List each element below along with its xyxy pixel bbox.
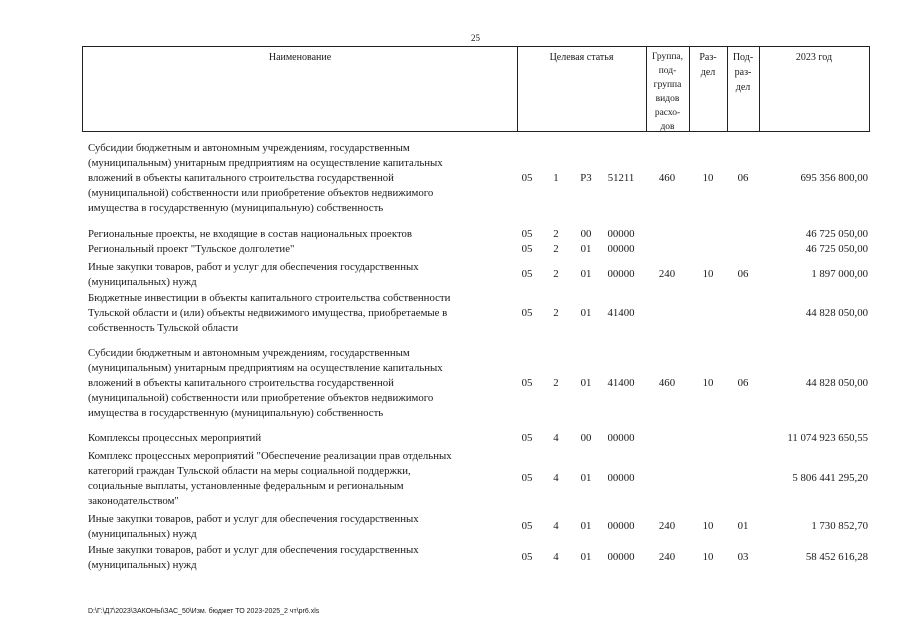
subsection: 03 [737,551,749,563]
target-article-direction: 00000 [607,551,635,563]
target-article-event: 00 [580,432,592,444]
row-name-line: (муниципальным) унитарным предприятиям на осуществление капитальных [88,157,443,169]
amount-2023: 46 725 050,00 [805,243,868,255]
target-article-event: 01 [580,377,592,389]
header-expense-group: Группа, под- группа видов расхо- дов [651,52,684,132]
target-article-program: 05 [521,551,533,563]
amount-2023: 1 730 852,70 [811,520,868,532]
row-name-line: социальные выплаты, установленные федеральным и региональным [88,480,404,492]
amount-2023: 11 074 923 650,55 [787,432,868,444]
target-article-direction: 00000 [607,243,635,255]
row-name-line: собственность Тульской области [88,322,239,334]
target-article-direction: 00000 [607,228,635,240]
target-article-event: 01 [580,520,592,532]
row-name-line: Бюджетные инвестиции в объекты капитального строительства собственности [88,292,451,304]
row-name-line: Иные закупки товаров, работ и услуг для обеспечения государственных [88,513,419,525]
expense-group: 240 [658,551,676,563]
expense-group: 460 [658,172,676,184]
target-article-event: 01 [580,551,592,563]
section: 10 [702,172,714,184]
row-name-line: (муниципальных) нужд [88,559,197,571]
target-article-program: 05 [521,243,533,255]
section: 10 [702,551,714,563]
target-article-event: 00 [580,228,592,240]
amount-2023: 44 828 050,00 [805,307,868,319]
target-article-direction: 00000 [607,520,635,532]
page-number: 25 [471,33,480,43]
row-name-line: Субсидии бюджетным и автономным учреждениям, государственным [88,347,410,359]
amount-2023: 44 828 050,00 [805,377,868,389]
subsection: 06 [737,172,749,184]
header-year: 2023 год [795,52,833,63]
row-name [88,227,508,242]
row-name [88,543,508,573]
target-article-subprogram: 2 [553,307,559,319]
target-article-direction: 00000 [607,432,635,444]
subsection: 06 [737,377,749,389]
subsection: 06 [737,268,749,280]
target-article-program: 05 [521,172,533,184]
expense-group: 240 [658,520,676,532]
row-name [88,431,508,446]
amount-2023: 46 725 050,00 [805,228,868,240]
target-article-event: 01 [580,307,592,319]
expense-group: 460 [658,377,676,389]
target-article-subprogram: 2 [553,228,559,240]
row-name [88,242,508,257]
target-article-subprogram: 4 [553,551,559,563]
target-article-program: 05 [521,228,533,240]
amount-2023: 5 806 441 295,20 [792,472,868,484]
row-name-line: имущества в государственную (муниципальную) собственность [88,407,384,419]
target-article-event: 01 [580,472,592,484]
row-name-line: (муниципальной) собственности или приобретение объектов недвижимого [88,392,434,404]
target-article-program: 05 [521,472,533,484]
header-subsection: Под- раз- дел [732,52,754,93]
target-article-program: 05 [521,432,533,444]
row-name-line: Иные закупки товаров, работ и услуг для обеспечения государственных [88,261,419,273]
row-name [88,291,508,336]
file-path-footer: D:\Г:\Д7\2023\ЗАКОНЫ\ЗАС_50\Изм. бюджет ТО 2023-2025_2 чт\pr6.xls [88,608,320,615]
target-article-program: 05 [521,268,533,280]
row-name [88,346,508,421]
row-name-line: (муниципальным) унитарным предприятиям на осуществление капитальных [88,362,443,374]
header-name: Наименование [268,52,332,63]
target-article-event: 01 [580,243,592,255]
row-name-line: (муниципальных) нужд [88,276,197,288]
target-article-event: Р3 [580,172,592,184]
row-name [88,260,508,290]
target-article-subprogram: 4 [553,432,559,444]
row-name-line: (муниципальной) собственности или приобретение объектов недвижимого [88,187,434,199]
header-section: Раз- дел [699,52,717,78]
table-header [82,46,870,132]
target-article-subprogram: 2 [553,268,559,280]
amount-2023: 695 356 800,00 [800,172,868,184]
target-article-subprogram: 4 [553,520,559,532]
subsection: 01 [737,520,749,532]
row-name-line: Иные закупки товаров, работ и услуг для обеспечения государственных [88,544,419,556]
target-article-direction: 00000 [607,472,635,484]
target-article-direction: 51211 [607,172,635,184]
row-name-line: Комплекс процессных мероприятий "Обеспечение реализации прав отдельных [88,450,452,462]
row-name-line: Комплексы процессных мероприятий [88,432,262,444]
row-name-line: вложений в объекты капитального строительства государственной [88,377,394,389]
target-article-program: 05 [521,520,533,532]
target-article-subprogram: 2 [553,243,559,255]
row-name [88,449,508,509]
target-article-direction: 00000 [607,268,635,280]
row-name [88,512,508,542]
target-article-subprogram: 2 [553,377,559,389]
row-name-line: вложений в объекты капитального строительства государственной [88,172,394,184]
expense-group: 240 [658,268,676,280]
row-name-line: Тульской области и (или) объекты недвижимого имущества, приобретаемые в [88,307,448,319]
section: 10 [702,377,714,389]
amount-2023: 1 897 000,00 [811,268,868,280]
section: 10 [702,520,714,532]
row-name-line: имущества в государственную (муниципальную) собственность [88,202,384,214]
target-article-program: 05 [521,307,533,319]
target-article-direction: 41400 [607,307,635,319]
row-name-line: Региональные проекты, не входящие в состав национальных проектов [88,228,413,240]
row-name [88,141,508,216]
row-name-line: законодательством" [88,495,179,507]
row-name-line: Региональный проект "Тульское долголетие" [88,243,295,255]
target-article-program: 05 [521,377,533,389]
row-name-line: (муниципальных) нужд [88,528,197,540]
target-article-direction: 41400 [607,377,635,389]
row-name-line: категорий граждан Тульской области на меры социальной поддержки, [88,465,411,477]
row-name-line: Субсидии бюджетным и автономным учреждениям, государственным [88,142,410,154]
amount-2023: 58 452 616,28 [805,551,868,563]
target-article-subprogram: 1 [553,172,559,184]
header-target-article: Целевая статья [549,52,614,63]
target-article-subprogram: 4 [553,472,559,484]
target-article-event: 01 [580,268,592,280]
section: 10 [702,268,714,280]
